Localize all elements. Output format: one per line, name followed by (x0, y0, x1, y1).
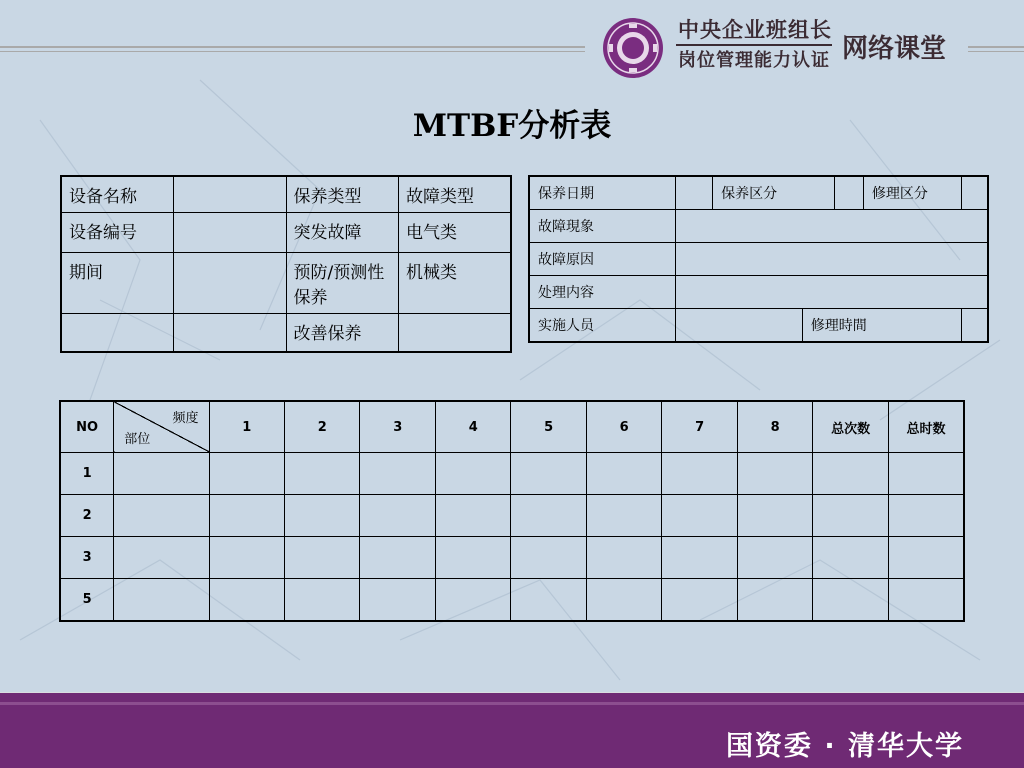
university-seal-icon (601, 16, 665, 80)
table-row (60, 579, 964, 622)
cell-blank[interactable] (511, 453, 586, 495)
cell-blank[interactable] (888, 537, 964, 579)
column-header: 8 (737, 401, 812, 453)
cell-blank[interactable] (675, 210, 988, 243)
cell-blank[interactable] (737, 579, 812, 622)
cell-label: 设备编号 (61, 213, 174, 253)
table-row (60, 537, 964, 579)
cell-blank[interactable] (360, 453, 435, 495)
cell-blank[interactable] (435, 537, 510, 579)
table-row (60, 495, 964, 537)
cell-label: 故障原因 (529, 243, 675, 276)
cell-blank[interactable] (61, 314, 174, 352)
column-header: 4 (435, 401, 510, 453)
row-number: 5 (60, 579, 114, 622)
cell-blank[interactable] (174, 213, 287, 253)
cell-blank[interactable] (114, 453, 209, 495)
cell-blank[interactable] (285, 495, 360, 537)
cell-blank[interactable] (435, 579, 510, 622)
cell-blank[interactable] (662, 453, 737, 495)
row-number: 3 (60, 537, 114, 579)
column-header: 1 (209, 401, 284, 453)
cell-blank[interactable] (114, 537, 209, 579)
cell-blank[interactable] (813, 537, 889, 579)
cell-blank[interactable] (962, 176, 988, 210)
cell-blank[interactable] (114, 495, 209, 537)
cell-blank[interactable] (285, 579, 360, 622)
cell-blank[interactable] (586, 453, 661, 495)
cell-blank[interactable] (360, 537, 435, 579)
cell-label: 故障現象 (529, 210, 675, 243)
cell-label: 保养区分 (713, 176, 835, 210)
cell-blank[interactable] (174, 253, 287, 314)
cell-blank[interactable] (662, 579, 737, 622)
cell-blank[interactable] (737, 537, 812, 579)
equipment-info-table (60, 175, 512, 353)
cell-blank[interactable] (285, 453, 360, 495)
cell-label: 修理区分 (863, 176, 961, 210)
cell-label: 电气类 (399, 213, 512, 253)
column-header: 5 (511, 401, 586, 453)
cell-label: 机械类 (399, 253, 512, 314)
row-number: 1 (60, 453, 114, 495)
header-rule (0, 46, 585, 48)
column-header: 2 (285, 401, 360, 453)
cell-blank[interactable] (285, 537, 360, 579)
cell-blank[interactable] (888, 579, 964, 622)
cell-label: 处理内容 (529, 276, 675, 309)
maintenance-record-table (528, 175, 989, 343)
brand-title: 中央企业班组长 (678, 18, 832, 42)
cell-blank[interactable] (888, 495, 964, 537)
diag-label-part: 部位 (124, 432, 151, 447)
header-rule (968, 46, 1024, 48)
cell-blank[interactable] (813, 453, 889, 495)
cell-blank[interactable] (511, 537, 586, 579)
cell-blank[interactable] (209, 579, 284, 622)
cell-blank[interactable] (511, 579, 586, 622)
cell-label: 保养日期 (529, 176, 675, 210)
cell-label: 修理時間 (802, 309, 962, 343)
cell-blank[interactable] (360, 495, 435, 537)
cell-blank[interactable] (586, 495, 661, 537)
cell-label: 期间 (61, 253, 174, 314)
cell-blank[interactable] (962, 309, 988, 343)
cell-blank[interactable] (399, 314, 512, 352)
brand-subtitle: 岗位管理能力认证 (678, 50, 830, 71)
cell-blank[interactable] (209, 495, 284, 537)
cell-blank[interactable] (511, 495, 586, 537)
cell-blank[interactable] (174, 314, 287, 352)
cell-blank[interactable] (888, 453, 964, 495)
diagonal-header-cell (114, 401, 209, 453)
diag-label-frequency: 频度 (172, 411, 199, 426)
brand-name: 网络课堂 (842, 34, 947, 64)
column-header: 6 (586, 401, 661, 453)
cell-blank[interactable] (737, 495, 812, 537)
cell-label: 突发故障 (286, 213, 399, 253)
cell-blank[interactable] (675, 176, 712, 210)
cell-label: 故障类型 (399, 176, 512, 213)
cell-blank[interactable] (435, 453, 510, 495)
page-title: MTBF分析表 (412, 108, 612, 144)
frequency-table (59, 400, 965, 622)
column-header-no: NO (60, 401, 114, 453)
cell-blank[interactable] (737, 453, 812, 495)
header-rule (0, 51, 585, 52)
row-number: 2 (60, 495, 114, 537)
header-rule (968, 51, 1024, 52)
cell-blank[interactable] (586, 537, 661, 579)
column-header: 总时数 (888, 401, 964, 453)
footer-stripe (0, 702, 1024, 705)
cell-label: 改善保养 (286, 314, 399, 352)
cell-blank[interactable] (174, 176, 287, 213)
cell-blank[interactable] (209, 453, 284, 495)
column-header: 3 (360, 401, 435, 453)
cell-blank[interactable] (662, 495, 737, 537)
cell-blank[interactable] (586, 579, 661, 622)
table-row (60, 453, 964, 495)
cell-blank[interactable] (662, 537, 737, 579)
cell-blank[interactable] (675, 309, 802, 343)
cell-blank[interactable] (675, 243, 988, 276)
cell-blank[interactable] (813, 579, 889, 622)
cell-blank[interactable] (835, 176, 863, 210)
footer-text: 国资委 · 清华大学 (725, 731, 964, 762)
cell-label: 设备名称 (61, 176, 174, 213)
column-header: 7 (662, 401, 737, 453)
cell-blank[interactable] (360, 579, 435, 622)
column-header: 总次数 (813, 401, 889, 453)
cell-label: 实施人员 (529, 309, 675, 343)
cell-label: 保养类型 (286, 176, 399, 213)
cell-blank[interactable] (435, 495, 510, 537)
cell-blank[interactable] (114, 579, 209, 622)
cell-blank[interactable] (675, 276, 988, 309)
cell-blank[interactable] (209, 537, 284, 579)
cell-label: 预防/预测性保养 (286, 253, 399, 314)
cell-blank[interactable] (813, 495, 889, 537)
